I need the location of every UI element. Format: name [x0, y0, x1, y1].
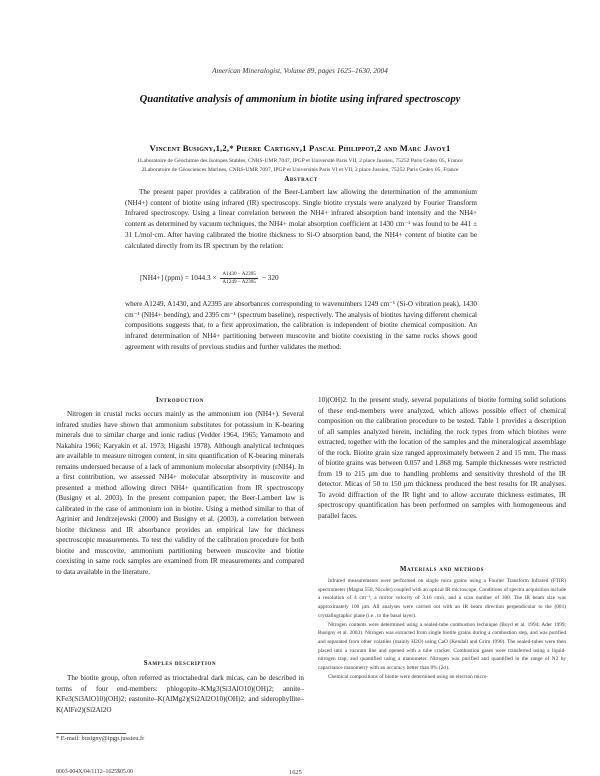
samples-continued-text: 10)(OH)2. In the present study, several populations of biotite forming solid solutions of these end-members were analyzed, which allows possible effect of chemical composition on the calibration procedure to be tested. Table 1 provides a description of all samples analyzed herein, including the rock types from which biotites were extracted, together with the location of the samples and the mineralogical assemblage of the rock. Biotite grain size ranged approximately between 2 and 15 mm. The mass of biotite grains was between 0.057 and 1.868 mg. Sample thicknesses were restricted from 19 to 215 μm due to handling problems and sensitivity threshold of the IR detector. Micas of 50 to 150 μm thickness produced the best results for IR analyses. To avoid diffraction of the IR light and to allow accurate thickness estimates, IR spectroscopy quantification has been performed on samples with homogeneous and parallel faces.: [318, 396, 566, 520]
introduction-body: [56, 409, 304, 577]
methods-text-1: Infrared measurements were performed on single mica grains using a Fourier Transform Infrared (FTIR) spectrometer (Magna 550, Nicolet) coupled with an optical IR microscope. Conditions of spectra acquisition include a resolution of 4 cm⁻¹, a mirror velocity of 3.16 cm/s, and a scan number of 300. The IR beam size was approximately 100 μm. All analyses were carried out with an IR beam direction perpendicular to the (001) crystallographic plane (i.e., to the basal layer).: [318, 578, 566, 619]
affiliation-1: 1Laboratoire de Géochimie des Isotopes Stables, CNRS-UMR 7047, IPGP et Université Paris VII, 2 place Jussieu, 75252 Paris Cedex 05, France: [137, 158, 463, 164]
equation-numerator: A1430 − A2395: [222, 271, 256, 277]
equation-denominator: A1249 − A2395: [222, 279, 256, 285]
journal-citation: American Mineralogist, Volume 89, pages 1625–1630, 2004: [212, 66, 388, 75]
samples-text: The biotite group, often referred as trioctahedral dark micas, can be described in terms of four end-members: phlogopite–KMg3(Si3AlO10)(OH)2; annite–KFe3(Si3AlO10)(OH)2; eastonite–K(AlMg2)(Si2Al2O10)(OH)2; and siderophyllite–K(AlFe2)(Si2Al2O: [56, 674, 304, 714]
introduction-text: Nitrogen in crustal rocks occurs mainly as the ammonium ion (NH4+). Several infrared studies have shown that ammonium substitutes for potassium in K-bearing minerals due to similar charge and ionic radius (Vedder 1964, 1965; Yamamoto and Nakahira 1966; Karyakin et al. 1973; Higashi 1978). Although analytical techniques are available to measure nitrogen content, in situ quantification of K-bearing minerals remains undersued because of a lack of ammonium molecular absorptivity (εNH4). In a first contribution, we assessed NH4+ molecular absorptivity in muscovite and presented a method allowing direct NH4+ quantification from IR spectroscopy (Busigny et al. 2003). In the present companion paper, the Beer-Lambert law is calibrated in the case of ammonium ion in biotite. Using a method similar to that of Agrinier and Jendrzejewski (2000) and Busigny et al. (2003), a correlation between biotite thickness and IR absorbance provides an empirical law for thickness spectroscopic measurements. To test the validity of the calibration procedure for both biotite and muscovite, ammonium partitioning between muscovite and biotite coexisting in same rock samples are examined from IR measurements and compared to data available in the literature.: [56, 410, 304, 576]
abstract-paragraph-1: [125, 187, 477, 251]
page-number: 1625: [289, 769, 302, 776]
introduction-heading: Introduction: [156, 397, 204, 404]
samples-body: [56, 673, 304, 715]
footnote-rule: [56, 733, 126, 734]
affiliation-2: 2Laboratoire de Géosciences Marines, CNRS-UMR 7097, IPGP et Universités Paris VI et VII, 2 place Jussieu, 75252 Paris Cedex 05, France: [141, 167, 459, 173]
equation-fraction: [220, 271, 257, 286]
abstract-text-1: The present paper provides a calibration of the Beer-Lambert law allowing the determination of the ammonium (NH4+) content of biotite using infrared (IR) spectroscopy. Single biotite crystals were analyzed by Fourier Transform Infrared spectroscopy. Using a linear correlation between the NH4+ infrared absorption band intensity and the NH4+ content as determined by vacuum techniques, the NH4+ molar absorption coefficient at 1430 cm⁻¹ was found to be 441 ± 31 L/mol·cm. After having calibrated the biotite thickness to Si-O absorption band, the NH4+ content of biotite can be calculated directly from its IR spectrum by the relation:: [125, 188, 477, 250]
methods-heading: Materials and methods: [400, 566, 484, 573]
calibration-equation: [140, 271, 440, 293]
samples-heading: Samples description: [143, 660, 217, 667]
methods-body: [318, 577, 566, 681]
equation-left: [NH4+] (ppm) = 1044.3 ×: [140, 273, 217, 283]
abstract-paragraph-2: [125, 299, 477, 353]
abstract-heading: Abstract: [284, 176, 318, 183]
methods-text-2: Nitrogen contents were determined using a sealed-tube combustion technique (Boyd et al. 1994; Ader 1999; Busigny et al. 2003). Nitrogen was extracted from single biotite grains during a combustion step, and was purified and separated from other volatiles (mainly H2O) using CaO (Kendall and Grim 1990). The sealed-tubes were then placed into a vacuum line and opened with a tube cracker. Combustion gases were transferred using a liquid-nitrogen trap, and quantified using a manometer. Nitrogen was purified and quantified in the range of N2 by capacitance manometry with an accuracy better than 8% (2σ).: [318, 621, 566, 672]
paper-title: Quantitative analysis of ammonium in biotite using infrared spectroscopy: [139, 94, 461, 105]
methods-text-3: Chemical compositions of biotite were determined using an electron micro-: [328, 673, 489, 680]
abstract-text-2: where A1249, A1430, and A2395 are absorbances corresponding to wavenumbers 1249 cm⁻¹ (Si-O vibration peak), 1430 cm⁻¹ (NH4+ bending), and 2395 cm⁻¹ (spectrum baseline), respectively. The analysis of biotites having different chemical compositions suggests that, to a first approximation, the calibration is independent of biotite chemical composition. An infrared determination of NH4+ partitioning between muscovite and biotite coexisting in the same rocks shows good agreement with results of previous studies and further validates the method.: [125, 300, 477, 351]
samples-continued: [318, 395, 566, 521]
issn-code: 0003-004X/04/1112–1625$05.00: [56, 769, 134, 775]
footnote-email: * E-mail: busigny@ipgp.jussieu.fr: [56, 735, 145, 742]
author-list: Vincent Busigny,1,2,* Pierre Cartigny,1 Pascal Philippot,2 and Marc Javoy1: [149, 143, 451, 153]
equation-right: − 320: [261, 273, 279, 283]
